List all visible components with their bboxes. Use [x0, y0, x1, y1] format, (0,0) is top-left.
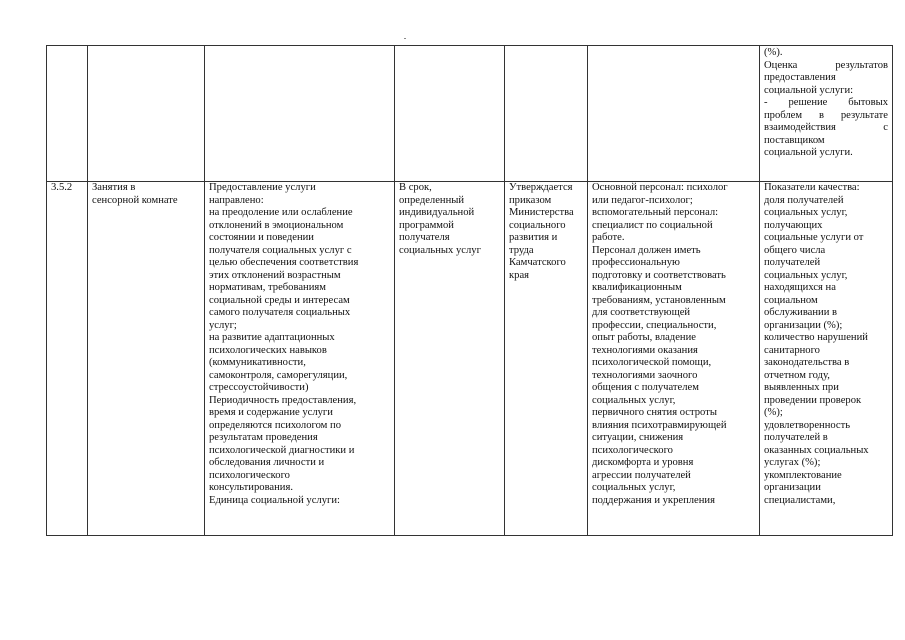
quality-line: получателей в [764, 432, 828, 443]
staff-line: социальных услуг, [592, 482, 676, 493]
service-name [92, 182, 200, 207]
staff-line: работе. [592, 232, 625, 243]
staff-line: дискомфорта и уровня [592, 457, 694, 468]
staff-line: общения с получателем [592, 382, 699, 393]
quality-line: обслуживании в [764, 307, 838, 318]
evaluation-line: проблем в результате [764, 109, 888, 121]
evaluation-line: взаимодействия с [764, 122, 888, 133]
services-table [46, 45, 893, 536]
term-line: получателя [399, 232, 450, 243]
staff-line: первичного снятия остроты [592, 407, 717, 418]
quality-line: количество нарушений [764, 332, 868, 343]
staff-line: влияния психотравмирующей [592, 419, 727, 431]
service-term [399, 182, 500, 257]
service-quality [764, 182, 888, 507]
staff-line: квалификационным [592, 282, 682, 293]
staff-line: опыт работы, владение [592, 332, 696, 343]
service-name-line: сенсорной комнате [92, 194, 178, 206]
cell-service-name [88, 182, 205, 536]
description-line: состоянии и поведении [209, 232, 314, 243]
staff-line: социальных услуг, [592, 394, 676, 406]
staff-line: психологической помощи, [592, 357, 712, 368]
term-line: программой [399, 219, 454, 231]
quality-line: организации [764, 482, 821, 493]
cell-term-empty [395, 46, 505, 182]
staff-line: требованиям, установленным [592, 294, 726, 306]
staff-line: поддержания и укрепления [592, 494, 715, 506]
description-line: Предоставление услуги [209, 182, 316, 193]
table-row-continuation [47, 46, 893, 182]
description-line: получателя социальных услуг с [209, 244, 352, 256]
scan-speck [404, 38, 406, 39]
quality-line: общего числа [764, 244, 826, 256]
cell-service-staff [588, 182, 760, 536]
quality-line: социальных услуг, [764, 269, 848, 281]
quality-line: оказанных социальных [764, 444, 869, 456]
description-line: самоконтроля, саморегуляции, [209, 369, 348, 381]
cell-service-number [47, 182, 88, 536]
description-line: направлено: [209, 194, 264, 206]
quality-line: (%); [764, 407, 783, 418]
description-line: этих отклонений возрастным [209, 269, 341, 281]
term-line: В срок, [399, 182, 432, 193]
evaluation-line: социальной услуги: [764, 84, 854, 96]
description-line: на развитие адаптационных [209, 332, 335, 343]
approval-line: края [509, 269, 530, 281]
service-name-line: Занятия в [92, 182, 136, 193]
approval-line: Утверждается [509, 182, 573, 193]
quality-line: получателей [764, 257, 821, 268]
description-line: время и содержание услуги [209, 407, 333, 418]
description-line: результатам проведения [209, 432, 318, 443]
evaluation-line: поставщиком [764, 134, 825, 146]
description-line: психологической диагностики и [209, 444, 355, 456]
quality-line: находящихся на [764, 282, 836, 293]
cell-service-approval [505, 182, 588, 536]
description-line: нормативам, требованиям [209, 282, 326, 293]
description-line: на преодоление или ослабление [209, 207, 353, 218]
cell-number-empty [47, 46, 88, 182]
description-line: стрессоустойчивости) [209, 382, 309, 393]
staff-line: вспомогательный персонал: [592, 207, 719, 218]
term-line: определенный [399, 194, 465, 206]
quality-line: организации (%); [764, 319, 843, 331]
term-line: социальных услуг [399, 244, 481, 256]
staff-line: или педагог-психолог; [592, 194, 693, 206]
description-line: обследования личности и [209, 457, 325, 468]
staff-line: Основной персонал: психолог [592, 182, 728, 193]
evaluation-line: - решение бытовых [764, 97, 888, 108]
cell-service-quality [760, 182, 893, 536]
quality-line: услугах (%); [764, 457, 821, 468]
service-approval [509, 182, 583, 282]
staff-line: специалист по социальной [592, 219, 713, 231]
cell-service-description [205, 182, 395, 536]
description-line: социальной среды и интересам [209, 294, 350, 306]
service-staff [592, 182, 755, 507]
table-row-service-3-5-2 [47, 182, 893, 536]
evaluation-line: предоставления [764, 72, 836, 83]
approval-line: Министерства [509, 207, 574, 218]
approval-line: приказом [509, 194, 552, 206]
description-line: отклонений в эмоциональном [209, 219, 344, 231]
description-line: услуг; [209, 319, 237, 331]
description-line: Периодичность предоставления, [209, 394, 357, 406]
quality-line: отчетном году, [764, 369, 830, 381]
description-line: определяются психологом по [209, 419, 342, 431]
cell-evaluation-continued [760, 46, 893, 182]
cell-staff-empty [588, 46, 760, 182]
evaluation-line: социальной услуги. [764, 147, 853, 158]
staff-line: технологиями заочного [592, 369, 698, 381]
quality-line: укомплектование [764, 469, 842, 481]
quality-line: социальные услуги от [764, 232, 864, 243]
approval-line: социального [509, 219, 566, 231]
approval-line: труда [509, 244, 534, 256]
evaluation-line: (%). [764, 47, 783, 58]
quality-line: доля получателей [764, 194, 844, 206]
description-line: психологического [209, 469, 290, 481]
description-line: психологических навыков [209, 344, 327, 356]
quality-line: законодательства в [764, 357, 850, 368]
service-number: 3.5.2 [51, 182, 73, 193]
quality-line: Показатели качества: [764, 182, 860, 193]
description-line: (коммуникативности, [209, 357, 306, 368]
cell-approval-empty [505, 46, 588, 182]
staff-line: подготовку и соответствовать [592, 269, 726, 281]
description-line: Единица социальной услуги: [209, 494, 340, 506]
evaluation-line: Оценка результатов [764, 59, 888, 71]
staff-line: для соответствующей [592, 307, 691, 318]
staff-line: профессии, специальности, [592, 319, 717, 331]
quality-line: санитарного [764, 344, 820, 356]
term-line: индивидуальной [399, 207, 475, 218]
staff-line: Персонал должен иметь [592, 244, 701, 256]
staff-line: профессиональную [592, 257, 680, 268]
description-line: целью обеспечения соответствия [209, 257, 359, 268]
cell-name-empty [88, 46, 205, 182]
staff-line: психологического [592, 444, 673, 456]
quality-line: специалистами, [764, 494, 836, 506]
quality-line: социальных услуг, [764, 207, 848, 218]
description-line: консультирования. [209, 482, 293, 493]
quality-line: удовлетворенность [764, 419, 851, 431]
staff-line: ситуации, снижения [592, 432, 684, 443]
description-line: самого получателя социальных [209, 307, 351, 318]
service-description [209, 182, 390, 507]
staff-line: агрессии получателей [592, 469, 691, 481]
approval-line: развития и [509, 232, 558, 243]
evaluation-text [764, 47, 888, 160]
quality-line: получающих [764, 219, 823, 231]
approval-line: Камчатского [509, 257, 566, 268]
quality-line: проведении проверок [764, 394, 862, 406]
staff-line: технологиями оказания [592, 344, 698, 356]
quality-line: выявленных при [764, 382, 839, 393]
quality-line: социальном [764, 294, 818, 306]
cell-description-empty [205, 46, 395, 182]
cell-service-term [395, 182, 505, 536]
